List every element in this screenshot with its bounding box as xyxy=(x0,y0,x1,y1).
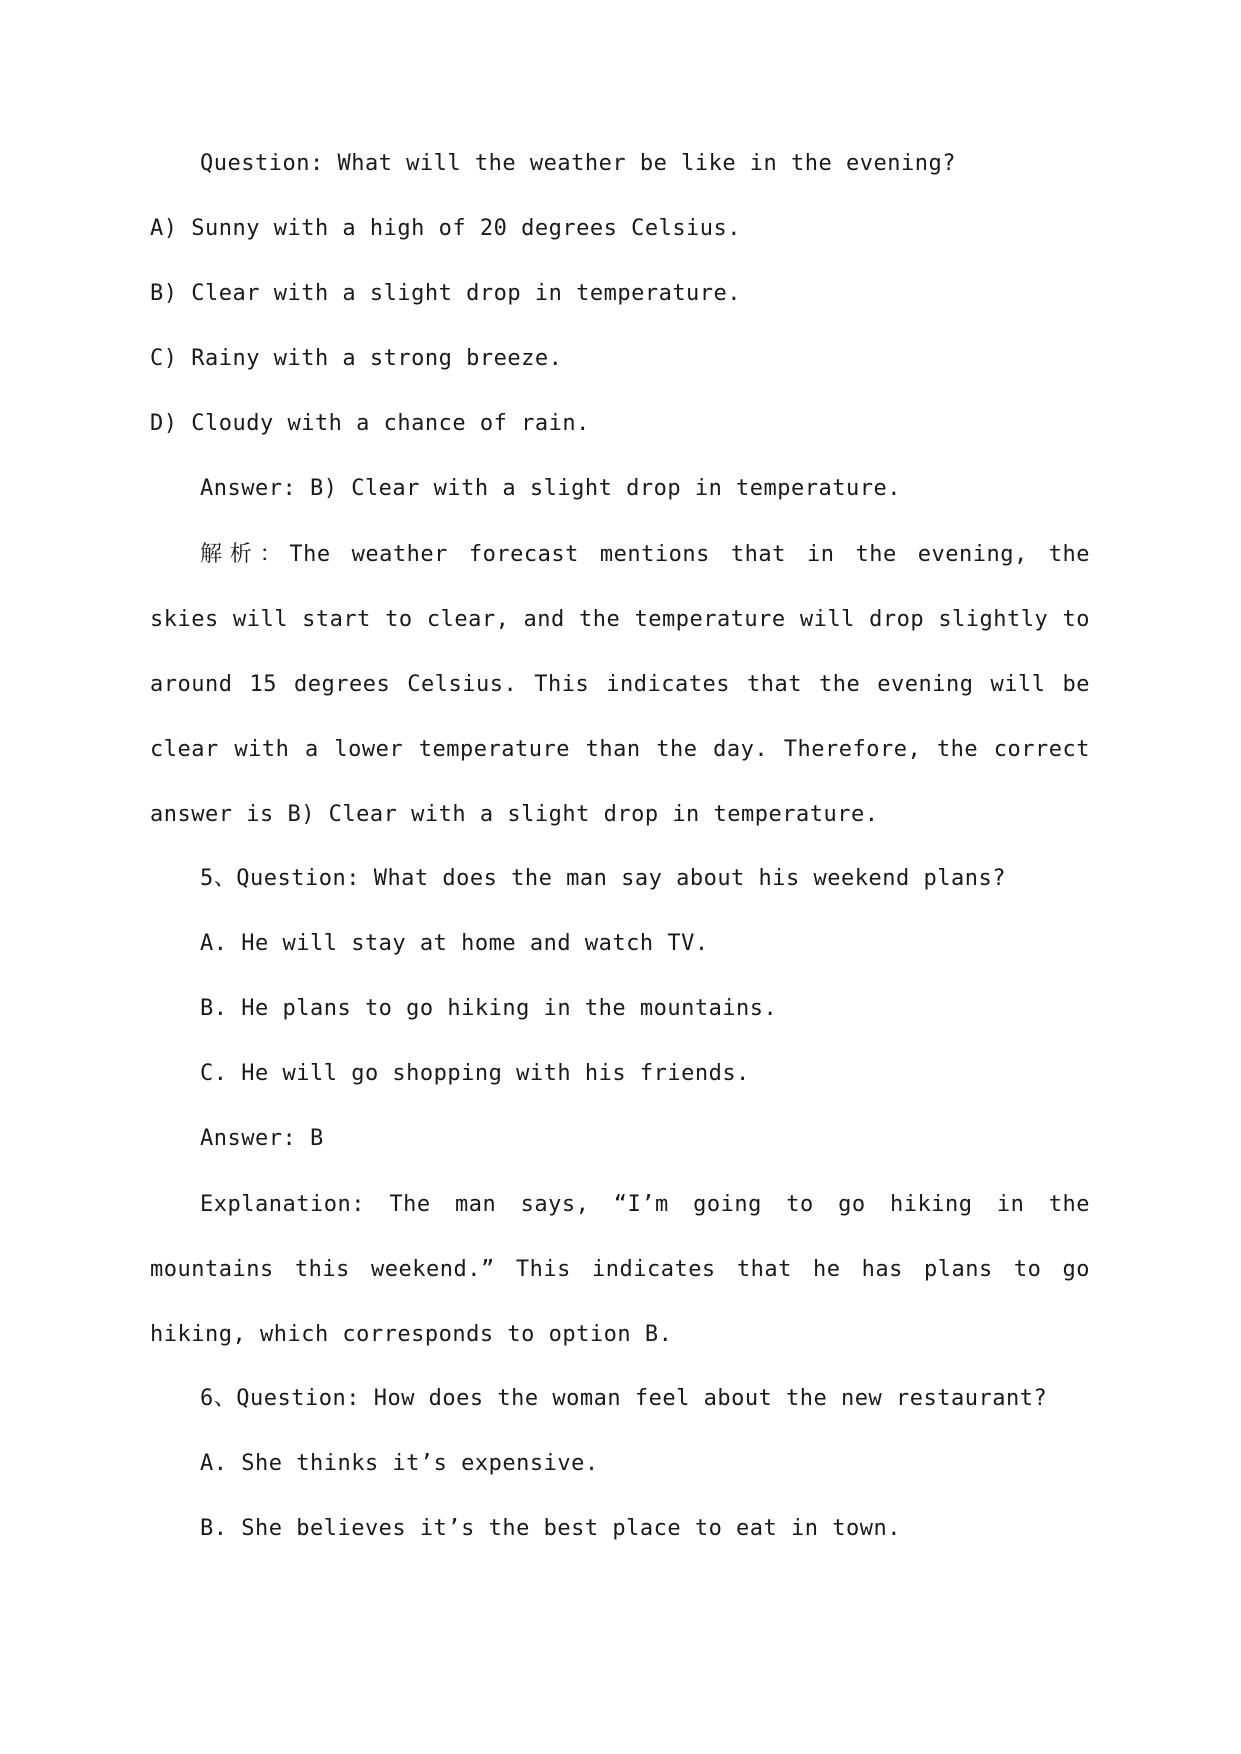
question-4-analysis: 解析：The weather forecast mentions that in the evening, the skies will start to clear, and the temperature will drop slightly to around 15 degrees Celsius. This indicates that the evening will be clear with a lower temperature than the day. Therefore, the correct answer is B) Clear with a slight drop in temperature. xyxy=(150,542,1090,827)
question-4-option-d: D) Cloudy with a chance of rain. xyxy=(150,411,590,436)
question-6-option-b: B. She believes it’s the best place to eat in town. xyxy=(200,1516,902,1541)
question-4-option-c: C) Rainy with a strong breeze. xyxy=(150,346,563,371)
question-4-option-a: A) Sunny with a high of 20 degrees Celsius. xyxy=(150,216,742,241)
question-5-text: 5、Question: What does the man say about his weekend plans? xyxy=(200,866,1006,891)
question-4-option-b: B) Clear with a slight drop in temperature. xyxy=(150,281,742,306)
question-5-option-a: A. He will stay at home and watch TV. xyxy=(200,931,709,956)
page-content xyxy=(150,146,1090,1576)
question-5-option-c: C. He will go shopping with his friends. xyxy=(200,1061,750,1086)
question-4-answer: Answer: B) Clear with a slight drop in temperature. xyxy=(200,476,902,501)
question-5-answer: Answer: B xyxy=(200,1126,324,1151)
question-4-text: Question: What will the weather be like in the evening? xyxy=(200,151,956,176)
question-5-option-b: B. He plans to go hiking in the mountains. xyxy=(200,996,778,1021)
question-6-text: 6、Question: How does the woman feel about the new restaurant? xyxy=(200,1386,1048,1411)
question-6-option-a: A. She thinks it’s expensive. xyxy=(200,1451,599,1476)
question-5-explanation: Explanation: The man says, “I’m going to go hiking in the mountains this weekend.” This indicates that he has plans to go hiking, which corresponds to option B. xyxy=(150,1192,1090,1347)
